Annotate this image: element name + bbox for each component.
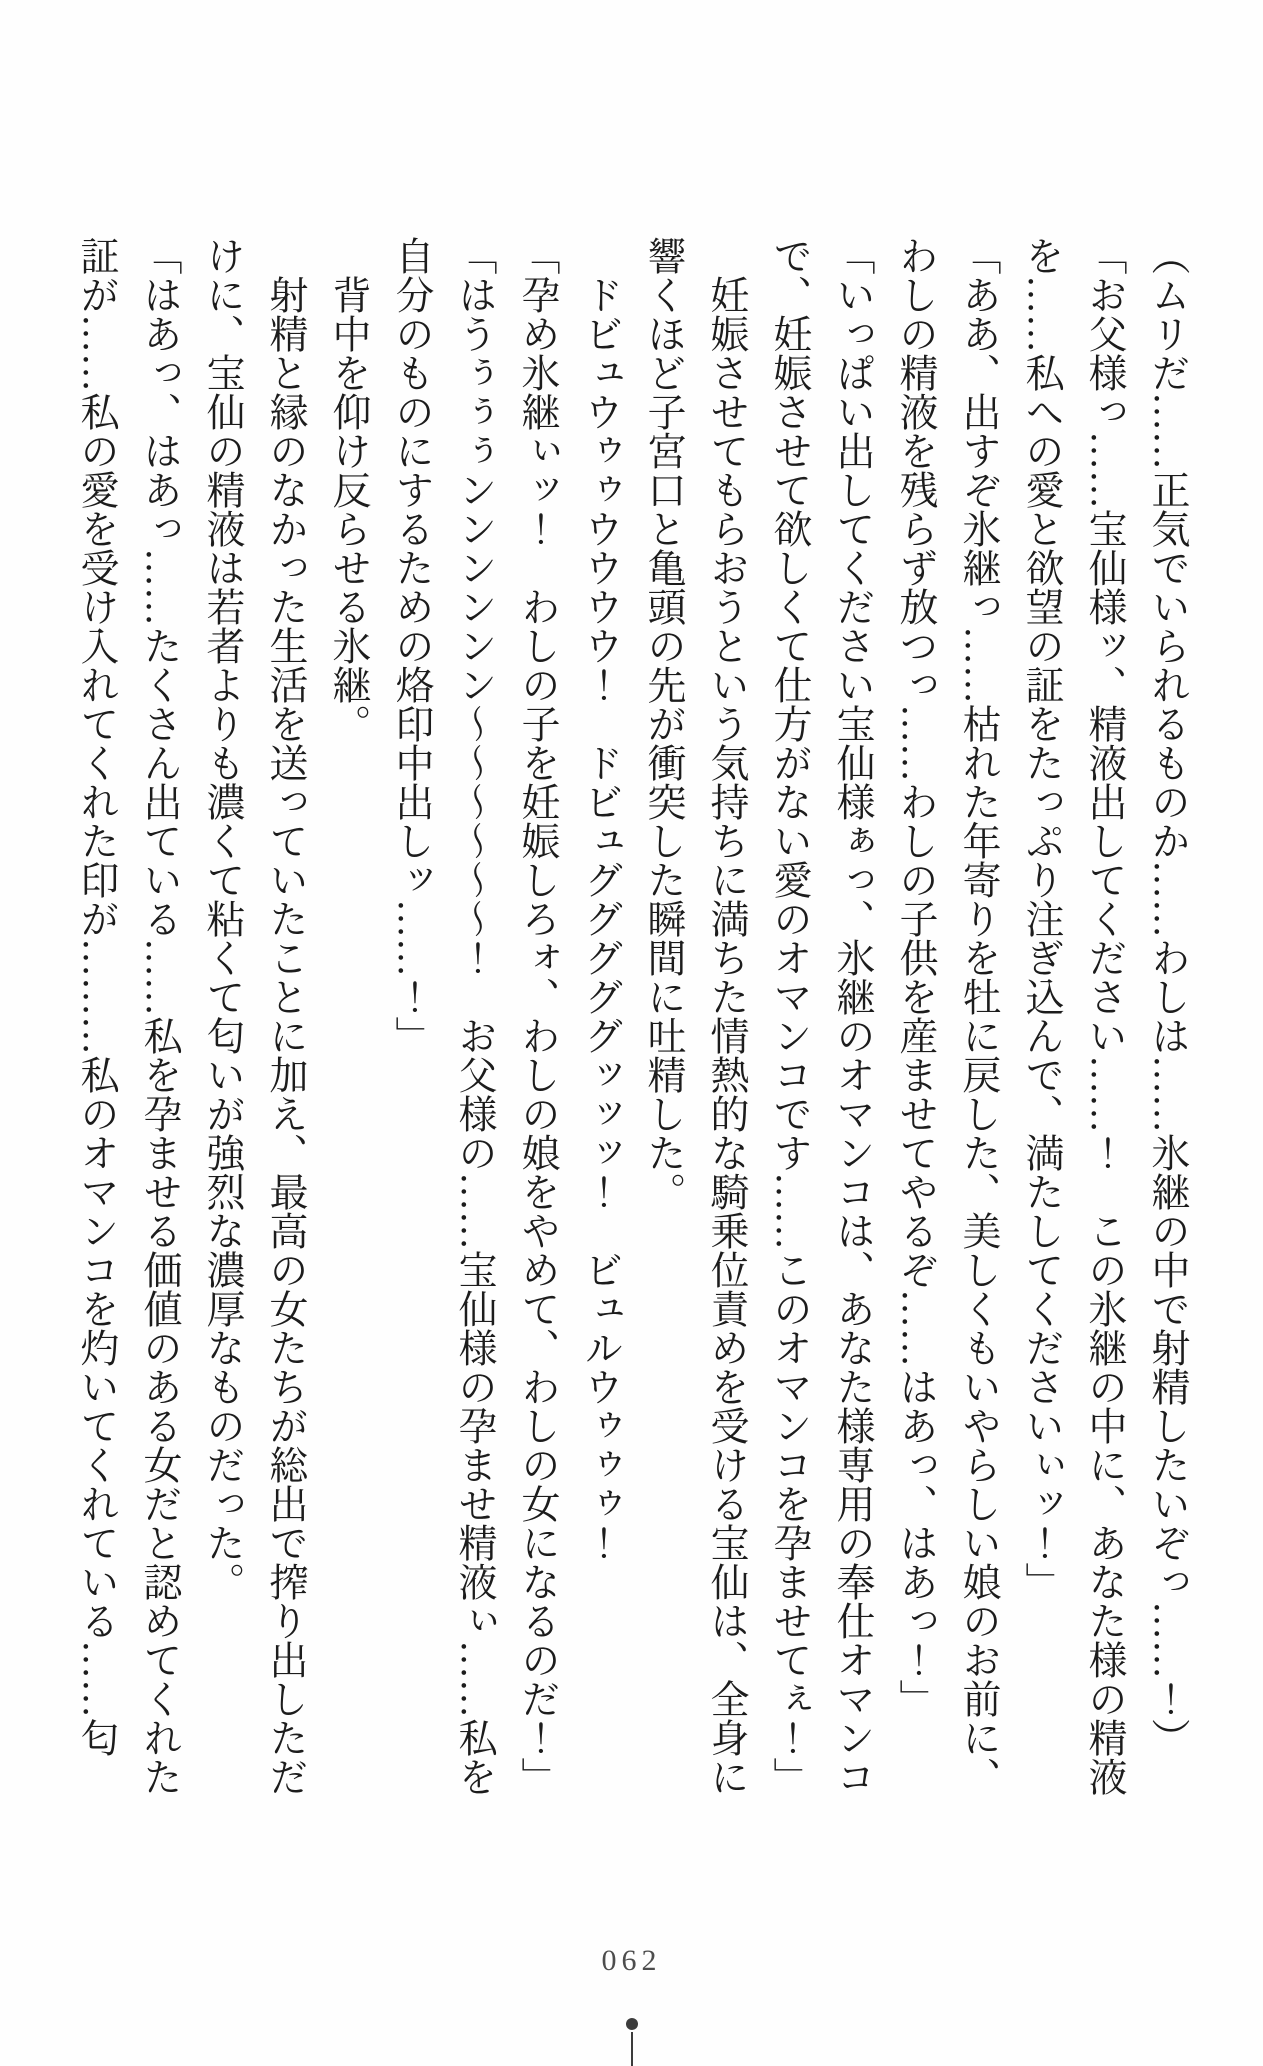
trim-mark bbox=[626, 2018, 638, 2066]
paragraph-dialogue-3: 「いっぱい出してください宝仙様ぁっ、氷継のオマンコは、あなた様専用の奉仕オマンコで、妊娠させて欲しくて仕方がない愛のオマンコです……このオマンコを孕ませてぇ！」 bbox=[768, 236, 874, 1796]
trim-mark-dot-icon bbox=[626, 2018, 638, 2030]
page-text bbox=[65, 236, 1199, 1816]
paragraph-dialogue-2: 「ああ、出すぞ氷継っ……枯れた年寄りを牡に戻した、美しくもいやらしい娘のお前に、わしの精液を残らず放つっ……わしの子供を産ませてやるぞ……はあっ、はあっ！」 bbox=[894, 236, 1000, 1796]
page-footer bbox=[0, 1936, 1263, 2066]
paragraph-inner-monologue: （ムリだ……正気でいられるものか……わしは……氷継の中で射精したいぞっ……！） bbox=[1146, 236, 1189, 1757]
paragraph-narration-1: 妊娠させてもらおうという気持ちに満ちた情熱的な騎乗位責めを受ける宝仙は、全身に響くほど子宮口と亀頭の先が衝突した瞬間に吐精した。 bbox=[642, 236, 748, 1796]
trim-mark-line bbox=[631, 2032, 633, 2066]
paragraph-dialogue-1: 「お父様っ……宝仙様ッ、精液出してください……！ この氷継の中に、あなた様の精液を……私への愛と欲望の証をたっぷり注ぎ込んで、満たしてくださいぃッ！」 bbox=[1020, 236, 1126, 1796]
page-number: 062 bbox=[601, 1944, 662, 1977]
paragraph-narration-2: 背中を仰け反らせる氷継。 bbox=[327, 275, 370, 743]
paragraph-dialogue-4: 「孕め氷継ぃッ！ わしの子を妊娠しろォ、わしの娘をやめて、わしの女になるのだ！」 bbox=[516, 236, 559, 1796]
paragraph-dialogue-5: 「はうぅぅぅンンンンンン〜〜〜〜〜〜！ お父様の……宝仙様の孕ませ精液ぃ……私を自分のものにするための烙印中出しッ……！」 bbox=[390, 236, 496, 1796]
paragraph-dialogue-6: 「はあっ、はあっ……たくさん出ている……私を孕ませる価値のある女だと認めてくれた証が……私の愛を受け入れてくれた印が………私のオマンコを灼いてくれている……匂 bbox=[75, 236, 181, 1796]
paragraph-narration-3: 射精と縁のなかった生活を送っていたことに加え、最高の女たちが総出で搾り出しただけに、宝仙の精液は若者よりも濃くて粘くて匂いが強烈な濃厚なものだった。 bbox=[201, 236, 307, 1796]
paragraph-onomatopoeia: ドビュウゥゥウウウウ！ ドビュグググググッッッ！ ビュルウゥゥゥ！ bbox=[579, 275, 622, 1562]
